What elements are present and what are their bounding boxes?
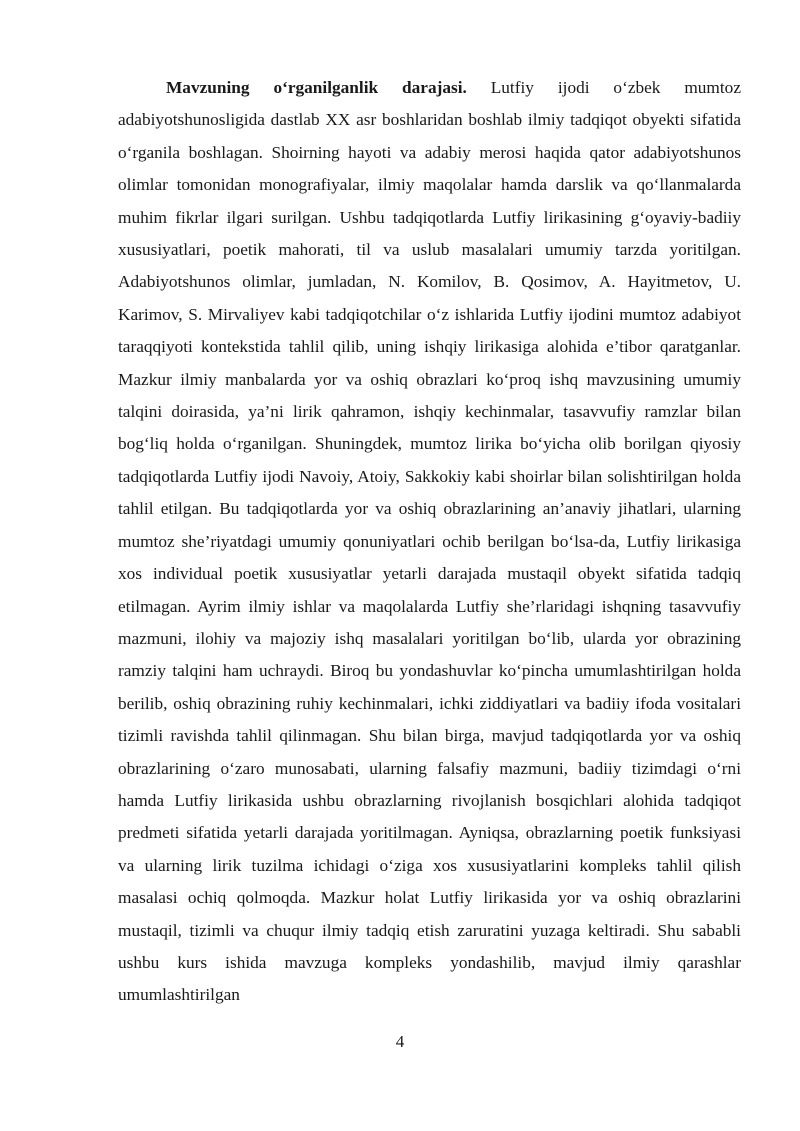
page-number: 4 — [395, 1032, 405, 1051]
body-paragraph — [118, 72, 741, 1012]
section-lead-heading: Mavzuning o‘rganilganlik darajasi. — [166, 78, 467, 97]
paragraph-text: Lutfiy ijodi o‘zbek mumtoz adabiyotshunosligida dastlab XX asr boshlaridan boshlab ilmiy tadqiqot obyekti sifatida o‘rganila boshlagan. Shoirning hayoti va adabiy merosi haqida qator adabiyotshunos olimlar tomonidan monografiyalar, ilmiy maqolalar hamda darslik va qo‘llanmalarda muhim fikrlar ilgari surilgan. Ushbu tadqiqotlarda Lutfiy lirikasining g‘oyaviy-badiiy xususiyatlari, poetik mahorati, til va uslub masalalari umumiy tarzda yoritilgan. Adabiyotshunos olimlar, jumladan, N. Komilov, B. Qosimov, A. Hayitmetov, U. Karimov, S. Mirvaliyev kabi tadqiqotchilar o‘z ishlarida Lutfiy ijodini mumtoz adabiyot taraqqiyoti kontekstida tahlil qilib, uning ishqiy lirikasiga alohida e’tibor qaratganlar. Mazkur ilmiy manbalarda yor va oshiq obrazlari ko‘proq ishq mavzusining umumiy talqini doirasida, ya’ni lirik qahramon, ishqiy kechinmalar, tasavvufiy ramzlar bilan bog‘liq holda o‘rganilgan. Shuningdek, mumtoz lirika bo‘yicha olib borilgan qiyosiy tadqiqotlarda Lutfiy ijodi Navoiy, Atoiy, Sakkokiy kabi shoirlar bilan solishtirilgan holda tahlil etilgan. Bu tadqiqotlarda yor va oshiq obrazlarining an’anaviy jihatlari, ularning mumtoz she’riyatdagi umumiy qonuniyatlari ochib berilgan bo‘lsa-da, Lutfiy lirikasiga xos individual poetik xususiyatlar yetarli darajada mustaqil obyekt sifatida tadqiq etilmagan. Ayrim ilmiy ishlar va maqolalarda Lutfiy she’rlaridagi ishqning tasavvufiy mazmuni, ilohiy va majoziy ishq masalalari yoritilgan bo‘lib, ularda yor obrazining ramziy talqini ham uchraydi. Biroq bu yondashuvlar ko‘pincha umumlashtirilgan holda berilib, oshiq obrazining ruhiy kechinmalari, ichki ziddiyatlari va badiiy ifoda vositalari tizimli ravishda tahlil qilinmagan. Shu bilan birga, mavjud tadqiqotlarda yor va oshiq obrazlarining o‘zaro munosabati, ularning falsafiy mazmuni, badiiy tizimdagi o‘rni hamda Lutfiy lirikasida ushbu obrazlarning rivojlanish bosqichlari alohida tadqiqot predmeti sifatida yetarli darajada yoritilmagan. Ayniqsa, obrazlarning poetik funksiyasi va ularning lirik tuzilma ichidagi o‘ziga xos xususiyatlarini kompleks tahlil qilish masalasi ochiq qolmoqda. Mazkur holat Lutfiy lirikasida yor va oshiq obrazlarini mustaqil, tizimli va chuqur ilmiy tadqiq etish zaruratini yuzaga keltiradi. Shu sababli ushbu kurs ishida mavzuga kompleks yondashilib, mavjud ilmiy qarashlar umumlashtirilgan — [118, 78, 741, 1005]
